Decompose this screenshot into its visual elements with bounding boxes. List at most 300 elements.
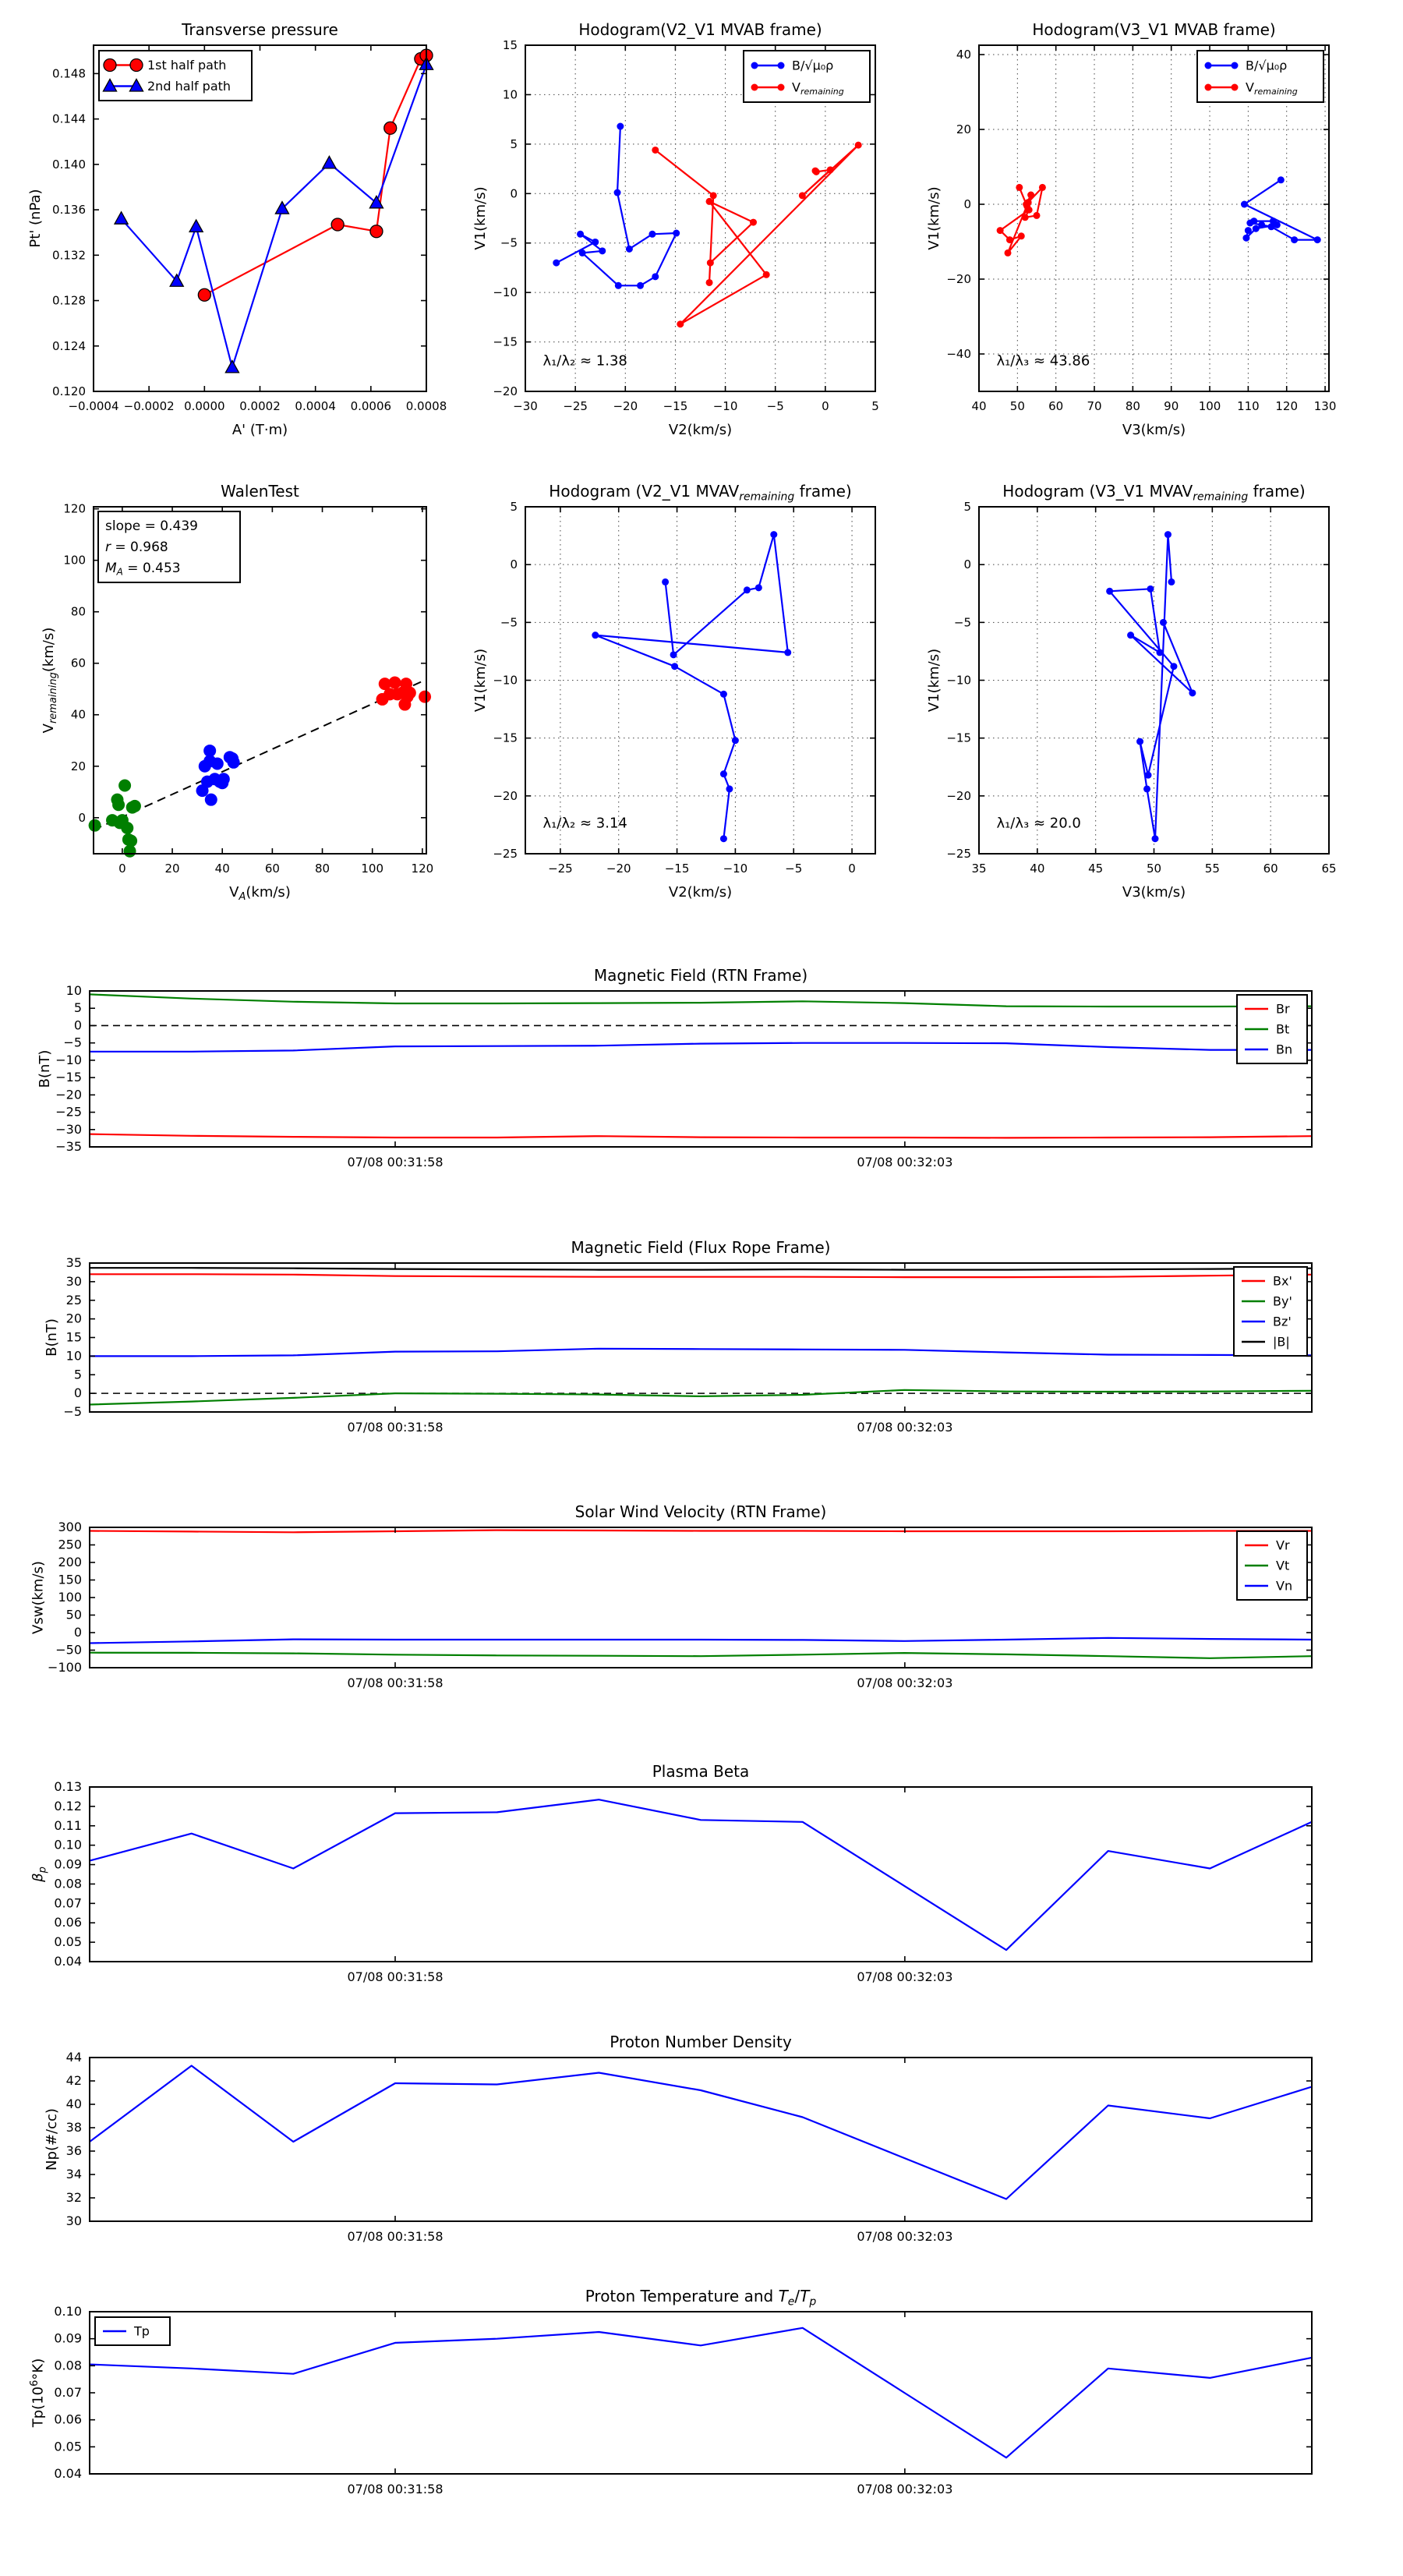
dot-marker: [662, 579, 669, 586]
legend: [1237, 1531, 1307, 1600]
dot-marker: [1258, 221, 1265, 228]
annotation: λ₁/λ₃ ≈ 20.0: [996, 815, 1081, 832]
panel-title: Magnetic Field (Flux Rope Frame): [571, 1238, 831, 1257]
series-cluster-blue: [196, 745, 240, 806]
panel-title: Hodogram(V3_V1 MVAB frame): [1032, 20, 1276, 39]
circle-marker: [331, 218, 344, 231]
x-tick-label: 40: [971, 399, 987, 413]
y-tick-label: 20: [65, 1311, 82, 1326]
axes-box: [90, 2312, 1312, 2474]
dot-marker: [755, 584, 762, 591]
y-tick-label: −20: [946, 788, 971, 803]
circle-marker: [130, 59, 143, 72]
dot-marker: [710, 192, 717, 199]
y-tick-label: 44: [65, 2050, 82, 2065]
legend-label: $V_{remaining}$: [1246, 80, 1298, 97]
panel-hodogram-v2v1-mvav: [472, 482, 875, 901]
y-tick-label: 250: [58, 1537, 82, 1552]
dot-marker: [763, 271, 770, 278]
dot-marker: [1022, 214, 1029, 221]
y-tick-label: 0: [73, 1017, 82, 1033]
triangle-marker: [115, 212, 128, 224]
dot-marker: [1039, 184, 1046, 191]
panel-title: Hodogram(V2_V1 MVAB frame): [578, 20, 822, 39]
y-tick-label: 0.04: [54, 2466, 82, 2481]
dot-marker: [1232, 84, 1239, 91]
y-tick-label: 0.09: [54, 2330, 82, 2346]
panel-title: Plasma Beta: [652, 1762, 750, 1781]
annotation: λ₁/λ₂ ≈ 3.14: [542, 815, 627, 832]
y-tick-label: 0.12: [54, 1798, 82, 1813]
dot-marker: [1168, 579, 1175, 586]
dot-marker: [732, 737, 739, 744]
ticks: [54, 2304, 1312, 2496]
dot-marker: [1005, 249, 1012, 257]
series-2nd-half-path: [115, 58, 433, 373]
x-tick-label: −0.0004: [68, 399, 119, 413]
x-tick-label: 50: [1009, 399, 1025, 413]
x-tick-label: 80: [314, 862, 330, 876]
y-axis-label: $\beta_p$: [30, 1867, 49, 1882]
dot-marker: [673, 230, 680, 237]
y-tick-label: 15: [502, 38, 518, 52]
panel-hodogram-v3v1-mvav: [926, 482, 1336, 901]
dot-marker: [1250, 218, 1257, 225]
legend-label: Vt: [1276, 1558, 1290, 1573]
y-tick-label: 0: [510, 186, 518, 201]
dot-marker: [744, 586, 751, 593]
panel-title: Proton Number Density: [610, 2033, 792, 2051]
time-tick-label: 07/08 00:32:03: [857, 1969, 953, 1984]
dot-marker: [1242, 235, 1249, 242]
panel-title: Solar Wind Velocity (RTN Frame): [574, 1502, 827, 1521]
series-b-alfven: [553, 123, 680, 289]
axes-box: [90, 2058, 1312, 2221]
dot-marker: [855, 142, 862, 149]
x-tick-label: 0.0006: [350, 399, 392, 413]
dot-marker: [211, 757, 224, 770]
legend-label: Vn: [1276, 1578, 1293, 1594]
y-axis-label: V1(km/s): [472, 186, 489, 250]
x-axis-label: V3(km/s): [1122, 422, 1186, 438]
x-tick-label: 35: [971, 862, 987, 876]
y-tick-label: 30: [65, 2213, 82, 2228]
legend-label: |B|: [1273, 1334, 1290, 1350]
dot-marker: [997, 227, 1004, 234]
legend-label: Bt: [1276, 1021, 1290, 1037]
circle-marker: [104, 59, 116, 72]
dot-marker: [1025, 199, 1032, 206]
dot-marker: [1136, 738, 1143, 745]
x-tick-label: −10: [712, 399, 738, 413]
dot-marker: [118, 780, 131, 792]
y-tick-label: 5: [510, 136, 518, 151]
x-tick-label: −15: [664, 862, 690, 876]
y-tick-label: 30: [65, 1273, 82, 1289]
y-tick-label: −10: [946, 673, 971, 688]
series-bz-: [90, 1349, 1312, 1357]
y-tick-label: 0.06: [54, 2411, 82, 2427]
axes-box: [90, 1787, 1312, 1962]
y-tick-label: 10: [65, 983, 82, 998]
x-tick-label: 60: [1048, 399, 1064, 413]
y-axis-label: Np(#/cc): [43, 2108, 60, 2171]
y-tick-label: 0: [963, 197, 971, 211]
panel-proton-temperature: [29, 2287, 1312, 2496]
y-tick-label: 0.05: [54, 1934, 82, 1950]
annotation: λ₁/λ₂ ≈ 1.38: [542, 352, 627, 370]
dot-marker: [125, 834, 137, 847]
x-tick-label: 0: [848, 862, 856, 876]
panel-title: Proton Temperature and $T_e/T_p$: [585, 2287, 817, 2309]
series-v-remaining-path: [592, 531, 791, 842]
x-tick-label: 50: [1146, 862, 1162, 876]
panel-title: Magnetic Field (RTN Frame): [593, 966, 808, 985]
series-beta-p: [90, 1799, 1312, 1950]
y-tick-label: 42: [65, 2073, 82, 2088]
panel-magnetic-field-flux-rope: [44, 1238, 1312, 1435]
y-tick-label: −20: [493, 384, 518, 398]
dot-marker: [1145, 772, 1152, 779]
y-tick-label: 0.08: [54, 1876, 82, 1891]
y-axis-label: $V_{remaining}(km/s)$: [41, 627, 60, 734]
y-axis-label: V1(km/s): [926, 186, 943, 250]
panel-plasma-beta: [30, 1762, 1312, 1984]
dot-marker: [614, 189, 621, 196]
x-tick-label: −15: [663, 399, 688, 413]
legend-label: By': [1273, 1293, 1292, 1309]
series-vt: [90, 1653, 1312, 1658]
dot-marker: [827, 166, 834, 173]
x-tick-label: −30: [513, 399, 538, 413]
y-axis-label: B(nT): [37, 1049, 54, 1088]
y-tick-label: −15: [493, 731, 518, 745]
series--b-: [90, 1268, 1312, 1269]
x-tick-label: 70: [1087, 399, 1102, 413]
dot-marker: [1205, 62, 1212, 69]
y-tick-label: −5: [953, 615, 971, 630]
dot-marker: [615, 282, 622, 289]
dot-marker: [1241, 201, 1248, 208]
y-tick-label: 100: [63, 553, 86, 568]
dot-marker: [648, 231, 656, 238]
y-tick-label: 38: [65, 2120, 82, 2135]
dot-marker: [677, 320, 684, 327]
y-tick-label: −20: [55, 1087, 82, 1102]
dot-marker: [1170, 663, 1177, 670]
x-tick-label: 20: [164, 862, 180, 876]
x-tick-label: 130: [1313, 399, 1337, 413]
series-br: [90, 1134, 1312, 1138]
time-tick-label: 07/08 00:32:03: [857, 1155, 953, 1169]
x-tick-label: 65: [1321, 862, 1337, 876]
panel-title: WalenTest: [221, 482, 299, 501]
x-tick-label: 120: [1275, 399, 1299, 413]
dot-marker: [1278, 176, 1285, 183]
y-axis-label: V1(km/s): [472, 648, 489, 713]
y-tick-label: 0.10: [54, 1837, 82, 1852]
x-tick-label: 0: [118, 862, 126, 876]
y-tick-label: −20: [946, 272, 971, 286]
y-tick-label: −40: [946, 347, 971, 361]
dot-marker: [1147, 586, 1154, 593]
axes-box: [90, 1527, 1312, 1668]
y-tick-label: 34: [65, 2167, 82, 2181]
x-axis-label: A' (T·m): [231, 422, 288, 438]
x-tick-label: 120: [411, 862, 434, 876]
dot-marker: [726, 785, 733, 792]
x-tick-label: −25: [563, 399, 588, 413]
dot-marker: [720, 691, 727, 698]
dot-marker: [1016, 184, 1023, 191]
dot-marker: [112, 798, 125, 811]
y-tick-label: 0.10: [54, 2304, 82, 2319]
x-tick-label: 5: [871, 399, 879, 413]
y-tick-label: 60: [70, 656, 86, 671]
y-tick-label: 120: [63, 501, 86, 516]
dot-marker: [592, 632, 599, 639]
dot-marker: [706, 198, 713, 205]
dot-marker: [129, 800, 141, 812]
legend-label: B/√μ₀ρ: [792, 58, 834, 73]
x-axis-label: V2(km/s): [668, 884, 733, 901]
dot-marker: [1127, 632, 1134, 639]
x-tick-label: 0.0004: [295, 399, 336, 413]
y-tick-label: 0.144: [52, 111, 86, 126]
axes-box: [90, 991, 1312, 1147]
panel-hodogram-v2v1-mvab: [472, 20, 879, 438]
y-tick-label: 0.132: [52, 248, 86, 263]
dot-marker: [419, 691, 431, 703]
dot-marker: [707, 260, 714, 267]
dot-marker: [89, 819, 101, 832]
dot-marker: [205, 794, 217, 806]
y-tick-label: 0.124: [52, 338, 86, 353]
circle-marker: [384, 122, 397, 134]
series-np: [90, 2066, 1312, 2199]
y-tick-label: 20: [70, 759, 86, 773]
x-axis-label: V2(km/s): [668, 422, 733, 438]
ticks: [54, 1779, 1312, 1984]
dot-marker: [1027, 192, 1034, 199]
legend: [744, 51, 870, 102]
panel-magnetic-field-rtn: [37, 966, 1312, 1169]
stats-line: $M_A = 0.453$: [105, 561, 181, 578]
x-tick-label: −20: [613, 399, 638, 413]
y-tick-label: −25: [55, 1104, 82, 1120]
legend-label: $V_{remaining}$: [792, 80, 844, 97]
series-fit-line: [94, 680, 426, 830]
y-tick-label: 36: [65, 2143, 82, 2158]
y-tick-label: 0.128: [52, 293, 86, 308]
y-tick-label: −100: [48, 1660, 82, 1675]
dot-marker: [599, 247, 606, 254]
y-tick-label: 100: [58, 1590, 82, 1605]
panel-title: Transverse pressure: [182, 20, 338, 39]
y-tick-label: −10: [493, 285, 518, 300]
y-tick-label: 0: [73, 1625, 82, 1640]
y-tick-label: 0.09: [54, 1856, 82, 1872]
dot-marker: [770, 531, 777, 538]
x-tick-label: −5: [766, 399, 784, 413]
panel-proton-number-density: [44, 2033, 1312, 2244]
y-tick-label: 0.07: [54, 1895, 82, 1911]
dot-marker: [706, 279, 713, 286]
x-tick-label: 80: [1125, 399, 1140, 413]
dot-marker: [720, 770, 727, 777]
dot-marker: [1034, 212, 1041, 219]
dot-marker: [671, 663, 678, 670]
y-tick-label: 35: [65, 1255, 82, 1270]
y-tick-label: −10: [55, 1052, 82, 1067]
panel-walen-test: [41, 482, 433, 903]
dot-marker: [1164, 531, 1172, 538]
legend-label: Vr: [1276, 1537, 1290, 1553]
dot-marker: [1006, 236, 1013, 243]
legend-label: B/√μ₀ρ: [1246, 58, 1288, 73]
dot-marker: [626, 246, 633, 253]
triangle-marker: [189, 220, 203, 232]
y-tick-label: −15: [946, 731, 971, 745]
y-tick-label: 0.07: [54, 2385, 82, 2400]
dot-marker: [720, 835, 727, 842]
x-tick-label: 0.0002: [239, 399, 281, 413]
x-tick-label: 110: [1237, 399, 1260, 413]
y-tick-label: 0: [510, 557, 518, 572]
y-tick-label: 0.136: [52, 203, 86, 218]
y-tick-label: 5: [510, 500, 518, 514]
panel-transverse-pressure: [27, 20, 447, 438]
y-tick-label: 25: [65, 1292, 82, 1307]
dot-marker: [799, 192, 806, 199]
dot-marker: [784, 649, 791, 656]
y-tick-label: 0.11: [54, 1817, 82, 1833]
dot-marker: [778, 84, 785, 91]
x-tick-label: 0.0008: [405, 399, 447, 413]
dot-marker: [1232, 62, 1239, 69]
series-cluster-red: [376, 676, 432, 710]
x-tick-label: −5: [785, 862, 803, 876]
y-axis-label: $Tp(10^6^\circ K)$: [28, 2358, 47, 2428]
dot-marker: [750, 219, 757, 226]
panel-hodogram-v3v1-mvab: [926, 20, 1336, 438]
dot-marker: [652, 147, 659, 154]
y-tick-label: 80: [70, 604, 86, 619]
y-tick-label: 0.120: [52, 384, 86, 398]
dot-marker: [1106, 588, 1113, 595]
y-tick-label: 10: [65, 1348, 82, 1364]
y-tick-label: 5: [963, 500, 971, 514]
ticks: [63, 1255, 1312, 1435]
circle-marker: [198, 288, 210, 301]
dot-marker: [670, 651, 677, 658]
dot-marker: [1314, 236, 1321, 243]
dot-marker: [553, 260, 560, 267]
dot-marker: [592, 239, 599, 246]
y-tick-label: 0.148: [52, 66, 86, 81]
triangle-marker: [323, 156, 336, 168]
x-tick-label: −20: [606, 862, 631, 876]
y-axis-label: Vsw(km/s): [30, 1561, 47, 1634]
x-tick-label: 90: [1164, 399, 1179, 413]
dot-marker: [751, 84, 758, 91]
x-tick-label: −25: [548, 862, 573, 876]
x-tick-label: 100: [1198, 399, 1221, 413]
dot-marker: [778, 62, 785, 69]
y-tick-label: 0.05: [54, 2439, 82, 2454]
y-tick-label: −5: [63, 1404, 82, 1419]
legend-label: Bz': [1273, 1314, 1292, 1329]
series-cluster-green: [89, 780, 141, 858]
dot-marker: [1026, 207, 1033, 214]
y-tick-label: 15: [65, 1329, 82, 1345]
legend-label: Br: [1276, 1001, 1290, 1017]
time-tick-label: 07/08 00:31:58: [347, 1420, 444, 1435]
dot-marker: [1018, 232, 1025, 239]
x-tick-label: 40: [214, 862, 230, 876]
y-tick-label: 0.04: [54, 1954, 82, 1969]
y-tick-label: 32: [65, 2190, 82, 2205]
stats-line: r = 0.968: [105, 540, 168, 555]
dot-marker: [637, 282, 644, 289]
legend: [95, 2317, 170, 2345]
ticks: [48, 1520, 1312, 1690]
dot-marker: [1253, 225, 1260, 232]
dot-marker: [1189, 689, 1196, 696]
x-tick-label: 0.0000: [184, 399, 225, 413]
y-tick-label: 0: [963, 557, 971, 572]
x-tick-label: 40: [1030, 862, 1045, 876]
panel-title: Hodogram (V2_V1 $MVAV_{remaining}$ frame): [549, 482, 852, 504]
y-axis-label: Pt' (nPa): [27, 189, 44, 248]
y-tick-label: −10: [493, 673, 518, 688]
triangle-marker: [225, 360, 239, 372]
series-bx-: [90, 1274, 1312, 1277]
x-tick-label: −10: [723, 862, 748, 876]
y-tick-label: −30: [55, 1121, 82, 1137]
series-by-: [90, 1390, 1312, 1405]
y-axis-label: B(nT): [43, 1318, 60, 1357]
y-tick-label: −5: [500, 615, 518, 630]
y-tick-label: 5: [73, 1367, 82, 1382]
time-tick-label: 07/08 00:31:58: [347, 1155, 444, 1169]
y-tick-label: 40: [70, 707, 86, 722]
dot-marker: [751, 62, 758, 69]
time-tick-label: 07/08 00:32:03: [857, 1420, 953, 1435]
y-tick-label: 20: [956, 122, 971, 136]
y-tick-label: 40: [65, 2097, 82, 2111]
y-tick-label: 0.08: [54, 2358, 82, 2373]
dot-marker: [1205, 84, 1212, 91]
x-tick-label: 45: [1088, 862, 1104, 876]
y-tick-label: −50: [55, 1642, 82, 1658]
y-tick-label: 200: [58, 1555, 82, 1569]
dot-marker: [812, 168, 819, 175]
dot-marker: [1245, 227, 1252, 234]
legend: [1237, 995, 1307, 1063]
dot-marker: [389, 676, 401, 688]
y-axis-label: V1(km/s): [926, 648, 943, 713]
y-tick-label: −35: [55, 1139, 82, 1154]
time-tick-label: 07/08 00:31:58: [347, 2482, 444, 2496]
dot-marker: [579, 249, 586, 257]
legend-label: Bx': [1273, 1273, 1292, 1289]
y-tick-label: −5: [63, 1035, 82, 1050]
y-tick-label: −25: [493, 847, 518, 861]
dot-marker: [217, 773, 230, 785]
dot-marker: [577, 231, 584, 238]
dot-marker: [652, 273, 659, 280]
